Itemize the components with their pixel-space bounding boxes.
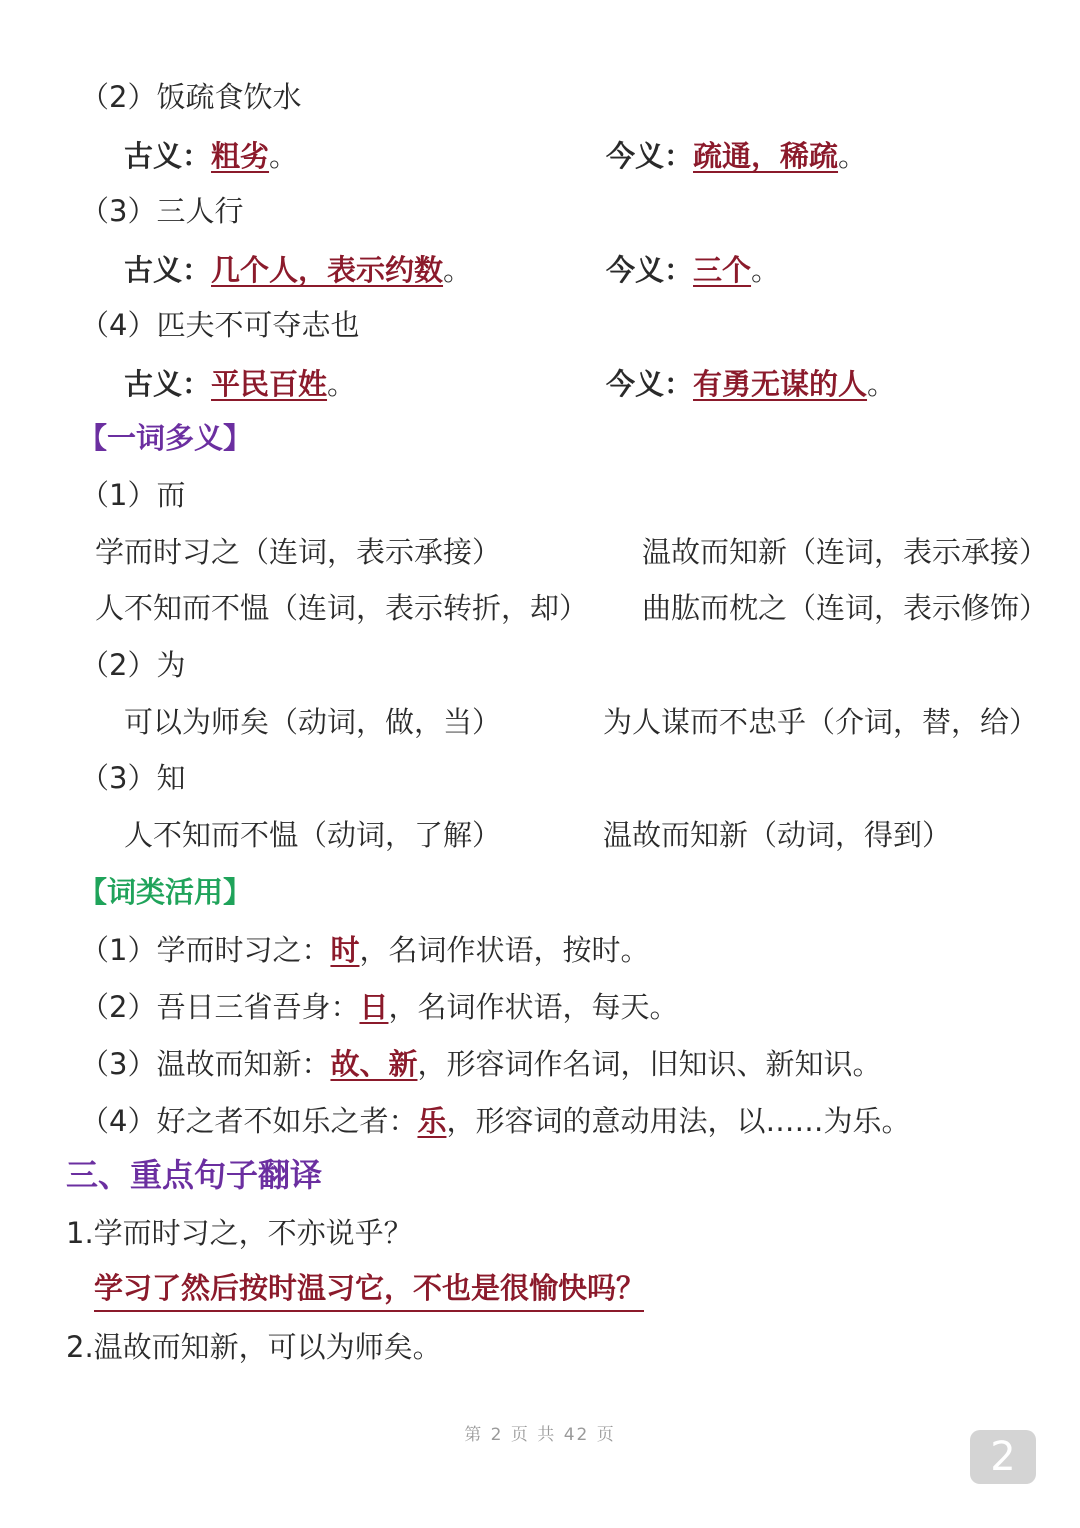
cilei-answer: 乐 (417, 1104, 447, 1138)
cilei-answer: 时 (330, 933, 360, 967)
gu-label: 古义： (124, 367, 212, 401)
cilei-rest: ，名词作状语，按时。 (359, 933, 650, 967)
gu-answer: 几个人，表示约数 (211, 253, 444, 287)
cilei-rest: ，名词作状语，每天。 (388, 990, 679, 1024)
yici-1-example: 学而时习之（连词，表示承接） (95, 535, 502, 569)
jin-answer: 疏通，稀疏 (693, 139, 839, 173)
gujin-item-3-jin (606, 250, 780, 290)
gujin-item-3-title: （3）三人行 (80, 194, 244, 228)
cilei-header: 【词类活用】 (78, 875, 253, 909)
yici-1-example: 温故而知新（连词，表示承接） (642, 535, 1049, 569)
cilei-rest: ，形容词作名词，旧知识、新知识。 (417, 1047, 882, 1081)
gujin-item-4-title: （4）匹夫不可夺志也 (80, 308, 360, 342)
page-number-badge: 2 (970, 1430, 1036, 1484)
cilei-prefix: （1）学而时习之： (80, 933, 331, 967)
yici-2-example: 为人谋而不忠乎（介词，替，给） (603, 705, 1039, 739)
sentence-answer: 学习了然后按时温习它，不也是很愉快吗？ (94, 1268, 644, 1312)
yici-header: 【一词多义】 (78, 421, 253, 455)
period: 。 (867, 367, 897, 401)
period: 。 (838, 139, 868, 173)
cilei-prefix: （3）温故而知新： (80, 1047, 331, 1081)
gujin-item-3-gu (124, 250, 472, 290)
cilei-item (80, 987, 678, 1027)
jin-label: 今义： (606, 139, 694, 173)
cilei-item (80, 1044, 881, 1084)
yici-3-title: （3）知 (80, 761, 186, 795)
sentence-question: 1.学而时习之，不亦说乎？ (66, 1216, 413, 1250)
yici-3-example: 温故而知新（动词，得到） (603, 818, 952, 852)
cilei-rest: ，形容词的意动用法，以……为乐。 (446, 1104, 911, 1138)
cilei-answer: 故、新 (330, 1047, 418, 1081)
cilei-prefix: （4）好之者不如乐之者： (80, 1104, 418, 1138)
yici-3-example: 人不知而不愠（动词，了解） (124, 818, 502, 852)
gujin-item-2-title: （2）饭疏食饮水 (80, 80, 302, 114)
gu-label: 古义： (124, 139, 212, 173)
gu-answer: 平民百姓 (211, 367, 328, 401)
gujin-item-2-gu (124, 136, 298, 176)
yici-2-title: （2）为 (80, 648, 186, 682)
cilei-prefix: （2）吾日三省吾身： (80, 990, 360, 1024)
gujin-item-4-jin (606, 364, 896, 404)
cilei-item (80, 930, 649, 970)
sentence-question: 2.温故而知新，可以为师矣。 (66, 1330, 442, 1364)
sentence-answer-wrap (94, 1268, 644, 1312)
cilei-answer: 日 (359, 990, 389, 1024)
gujin-item-4-gu (124, 364, 356, 404)
section-3-title: 三、重点句子翻译 (66, 1156, 323, 1194)
period: 。 (751, 253, 781, 287)
jin-label: 今义： (606, 367, 694, 401)
gujin-item-2-jin (606, 136, 867, 176)
yici-1-example: 曲肱而枕之（连词，表示修饰） (642, 591, 1049, 625)
period: 。 (443, 253, 473, 287)
yici-1-title: （1）而 (80, 478, 186, 512)
page-footer: 第 2 页 共 42 页 (464, 1425, 616, 1445)
jin-label: 今义： (606, 253, 694, 287)
gu-label: 古义： (124, 253, 212, 287)
period: 。 (327, 367, 357, 401)
yici-2-example: 可以为师矣（动词，做，当） (124, 705, 502, 739)
period: 。 (269, 139, 299, 173)
yici-1-example: 人不知而不愠（连词，表示转折，却） (95, 591, 589, 625)
jin-answer: 三个 (693, 253, 752, 287)
gu-answer: 粗劣 (211, 139, 270, 173)
jin-answer: 有勇无谋的人 (693, 367, 868, 401)
cilei-item (80, 1101, 910, 1141)
